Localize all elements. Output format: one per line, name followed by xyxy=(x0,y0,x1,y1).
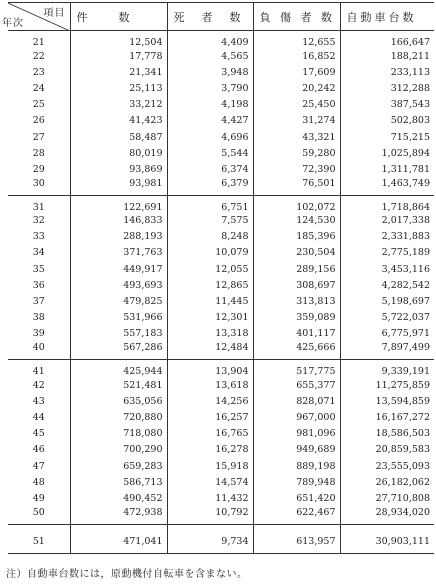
injured-cell: 43,321 xyxy=(253,129,340,145)
table-row xyxy=(8,442,434,458)
cases-cell: 718,080 xyxy=(70,426,167,442)
table-row xyxy=(8,310,434,326)
deaths-cell: 9,734 xyxy=(167,524,253,553)
injured-cell: 517,775 xyxy=(253,360,340,378)
deaths-cell: 13,904 xyxy=(167,360,253,378)
year-cell: 51 xyxy=(8,524,70,553)
vehicles-cell: 23,555,093 xyxy=(340,458,434,474)
table-row xyxy=(8,293,434,309)
year-cell: 49 xyxy=(32,492,45,504)
cases-cell: 471,041 xyxy=(70,524,167,553)
table-row xyxy=(8,229,434,245)
cases-cell: 80,019 xyxy=(70,145,167,161)
cases-cell: 93,981 xyxy=(70,178,167,196)
table-row xyxy=(8,48,434,64)
table-footnote: 注）自動車台数には，原動機付自転車を含まない。 xyxy=(6,569,248,580)
cases-cell: 122,691 xyxy=(70,195,167,213)
table-row xyxy=(8,113,434,129)
table-row xyxy=(8,393,434,409)
table-row xyxy=(8,261,434,277)
deaths-cell: 13,318 xyxy=(167,326,253,342)
deaths-cell: 6,374 xyxy=(167,161,253,177)
table-row xyxy=(8,129,434,145)
table-row xyxy=(8,326,434,342)
year-cell: 45 xyxy=(32,428,45,440)
deaths-cell: 12,865 xyxy=(167,277,253,293)
vehicles-cell: 28,934,020 xyxy=(340,507,434,525)
cases-cell: 449,917 xyxy=(70,261,167,277)
vehicles-cell: 16,167,272 xyxy=(340,409,434,425)
cases-cell: 12,504 xyxy=(70,31,167,49)
cases-cell: 472,938 xyxy=(70,507,167,525)
vehicles-cell: 387,543 xyxy=(340,97,434,113)
deaths-cell: 6,379 xyxy=(167,178,253,196)
year-cell: 30 xyxy=(32,177,45,189)
year-cell: 35 xyxy=(32,263,45,275)
table-row xyxy=(8,277,434,293)
injured-cell: 981,096 xyxy=(253,426,340,442)
injured-cell: 230,504 xyxy=(253,245,340,261)
corner-year-label: 年次 xyxy=(2,18,24,29)
cases-cell: 425,944 xyxy=(70,360,167,378)
vehicles-cell: 11,275,859 xyxy=(340,377,434,393)
deaths-cell: 4,696 xyxy=(167,129,253,145)
vehicles-cell: 312,288 xyxy=(340,80,434,96)
deaths-cell: 14,574 xyxy=(167,474,253,490)
year-cell: 37 xyxy=(32,296,45,308)
deaths-cell: 4,565 xyxy=(167,48,253,64)
cases-cell: 700,290 xyxy=(70,442,167,458)
cases-cell: 33,212 xyxy=(70,97,167,113)
deaths-cell: 16,278 xyxy=(167,442,253,458)
table-body xyxy=(8,31,434,554)
year-cell: 23 xyxy=(32,66,45,78)
injured-cell: 359,089 xyxy=(253,310,340,326)
year-cell: 50 xyxy=(32,506,45,518)
deaths-cell: 4,427 xyxy=(167,113,253,129)
cases-cell: 41,423 xyxy=(70,113,167,129)
injured-cell: 967,000 xyxy=(253,409,340,425)
injured-cell: 655,377 xyxy=(253,377,340,393)
deaths-cell: 7,575 xyxy=(167,213,253,229)
table-row xyxy=(8,458,434,474)
cases-cell: 93,869 xyxy=(70,161,167,177)
year-cell: 33 xyxy=(32,231,45,243)
injured-cell: 889,198 xyxy=(253,458,340,474)
cases-cell: 371,763 xyxy=(70,245,167,261)
deaths-cell: 8,248 xyxy=(167,229,253,245)
table-row xyxy=(8,360,434,378)
injured-cell: 72,390 xyxy=(253,161,340,177)
cases-cell: 21,341 xyxy=(70,64,167,80)
cases-cell: 586,713 xyxy=(70,474,167,490)
injured-cell: 425,666 xyxy=(253,342,340,360)
year-cell: 28 xyxy=(32,147,45,159)
cases-cell: 493,693 xyxy=(70,277,167,293)
year-cell: 27 xyxy=(32,131,45,143)
year-cell: 40 xyxy=(32,342,45,353)
traffic-accident-table xyxy=(2,2,434,554)
year-cell: 44 xyxy=(32,411,45,423)
deaths-cell: 14,256 xyxy=(167,393,253,409)
vehicles-cell: 715,215 xyxy=(340,129,434,145)
table-row xyxy=(8,64,434,80)
vehicles-cell: 1,311,781 xyxy=(340,161,434,177)
injured-cell: 31,274 xyxy=(253,113,340,129)
deaths-cell: 13,618 xyxy=(167,377,253,393)
column-header-deaths: 死 者 数 xyxy=(167,3,253,31)
vehicles-cell: 26,182,062 xyxy=(340,474,434,490)
injured-cell: 59,280 xyxy=(253,145,340,161)
deaths-cell: 11,432 xyxy=(167,490,253,506)
injured-cell: 289,156 xyxy=(253,261,340,277)
deaths-cell: 3,948 xyxy=(167,64,253,80)
table-row xyxy=(8,245,434,261)
year-cell: 46 xyxy=(32,444,45,456)
year-cell: 26 xyxy=(32,115,45,127)
injured-cell: 613,957 xyxy=(253,524,340,553)
deaths-cell: 16,765 xyxy=(167,426,253,442)
vehicles-cell: 1,463,749 xyxy=(340,178,434,196)
injured-cell: 16,852 xyxy=(253,48,340,64)
vehicles-cell: 30,903,111 xyxy=(340,524,434,553)
vehicles-cell: 7,897,499 xyxy=(340,342,434,360)
vehicles-cell: 166,647 xyxy=(340,31,434,49)
header-row xyxy=(8,3,434,31)
table-row xyxy=(8,97,434,113)
deaths-cell: 10,792 xyxy=(167,507,253,525)
table-row xyxy=(8,145,434,161)
injured-cell: 17,609 xyxy=(253,64,340,80)
vehicles-cell: 2,331,883 xyxy=(340,229,434,245)
vehicles-cell: 502,803 xyxy=(340,113,434,129)
cases-cell: 58,487 xyxy=(70,129,167,145)
vehicles-cell: 27,710,808 xyxy=(340,490,434,506)
table-row xyxy=(8,31,434,49)
column-header-injured: 負 傷 者 数 xyxy=(253,3,340,31)
year-cell: 41 xyxy=(8,360,70,378)
table-row xyxy=(8,507,434,525)
vehicles-cell: 2,775,189 xyxy=(340,245,434,261)
deaths-cell: 4,409 xyxy=(167,31,253,49)
deaths-cell: 12,301 xyxy=(167,310,253,326)
table-row xyxy=(8,426,434,442)
table-row xyxy=(8,342,434,360)
deaths-cell: 15,918 xyxy=(167,458,253,474)
injured-cell: 651,420 xyxy=(253,490,340,506)
injured-cell: 313,813 xyxy=(253,293,340,309)
year-cell: 36 xyxy=(32,279,45,291)
year-cell: 25 xyxy=(32,99,45,111)
injured-cell: 185,396 xyxy=(253,229,340,245)
year-cell: 22 xyxy=(32,50,45,62)
table-row xyxy=(8,178,434,196)
injured-cell: 76,501 xyxy=(253,178,340,196)
vehicles-cell: 1,718,864 xyxy=(340,195,434,213)
table-row xyxy=(8,213,434,229)
deaths-cell: 11,445 xyxy=(167,293,253,309)
table-row xyxy=(8,474,434,490)
injured-cell: 622,467 xyxy=(253,507,340,525)
year-cell: 48 xyxy=(32,476,45,488)
injured-cell: 828,071 xyxy=(253,393,340,409)
table-row xyxy=(8,409,434,425)
injured-cell: 308,697 xyxy=(253,277,340,293)
vehicles-cell: 13,594,859 xyxy=(340,393,434,409)
cases-cell: 531,966 xyxy=(70,310,167,326)
table-row xyxy=(8,490,434,506)
vehicles-cell: 233,113 xyxy=(340,64,434,80)
cases-cell: 635,056 xyxy=(70,393,167,409)
cases-cell: 146,833 xyxy=(70,213,167,229)
table-row xyxy=(8,524,434,553)
table-row xyxy=(8,80,434,96)
column-header-cases: 件 数 xyxy=(70,3,167,31)
vehicles-cell: 4,282,542 xyxy=(340,277,434,293)
cases-cell: 25,113 xyxy=(70,80,167,96)
table-row xyxy=(8,377,434,393)
vehicles-cell: 6,775,971 xyxy=(340,326,434,342)
vehicles-cell: 5,198,697 xyxy=(340,293,434,309)
vehicles-cell: 2,017,338 xyxy=(340,213,434,229)
cases-cell: 490,452 xyxy=(70,490,167,506)
injured-cell: 124,530 xyxy=(253,213,340,229)
deaths-cell: 12,055 xyxy=(167,261,253,277)
table-row xyxy=(8,195,434,213)
injured-cell: 789,948 xyxy=(253,474,340,490)
injured-cell: 102,072 xyxy=(253,195,340,213)
table-row xyxy=(8,161,434,177)
injured-cell: 401,117 xyxy=(253,326,340,342)
deaths-cell: 10,079 xyxy=(167,245,253,261)
year-cell: 47 xyxy=(32,460,45,472)
cases-cell: 288,193 xyxy=(70,229,167,245)
vehicles-cell: 188,211 xyxy=(340,48,434,64)
year-cell: 31 xyxy=(8,195,70,213)
vehicles-cell: 5,722,037 xyxy=(340,310,434,326)
cases-cell: 567,286 xyxy=(70,342,167,360)
injured-cell: 20,242 xyxy=(253,80,340,96)
injured-cell: 949,689 xyxy=(253,442,340,458)
vehicles-cell: 3,453,116 xyxy=(340,261,434,277)
vehicles-cell: 20,859,583 xyxy=(340,442,434,458)
cases-cell: 659,283 xyxy=(70,458,167,474)
corner-header-cell xyxy=(2,3,70,31)
year-cell: 39 xyxy=(32,328,45,340)
injured-cell: 25,450 xyxy=(253,97,340,113)
year-cell: 43 xyxy=(32,395,45,407)
deaths-cell: 16,257 xyxy=(167,409,253,425)
injured-cell: 12,655 xyxy=(253,31,340,49)
deaths-cell: 4,198 xyxy=(167,97,253,113)
vehicles-cell: 1,025,894 xyxy=(340,145,434,161)
year-cell: 29 xyxy=(32,163,45,175)
vehicles-cell: 9,339,191 xyxy=(340,360,434,378)
cases-cell: 479,825 xyxy=(70,293,167,309)
year-cell: 21 xyxy=(32,37,45,48)
column-header-vehicles: 自動車台数 xyxy=(340,3,434,31)
year-cell: 38 xyxy=(32,312,45,324)
deaths-cell: 12,484 xyxy=(167,342,253,360)
deaths-cell: 6,751 xyxy=(167,195,253,213)
cases-cell: 720,880 xyxy=(70,409,167,425)
cases-cell: 557,183 xyxy=(70,326,167,342)
year-cell: 24 xyxy=(32,82,45,94)
year-cell: 32 xyxy=(32,215,45,227)
deaths-cell: 5,544 xyxy=(167,145,253,161)
year-cell: 42 xyxy=(32,379,45,391)
corner-item-label: 項目 xyxy=(43,8,66,19)
deaths-cell: 3,790 xyxy=(167,80,253,96)
year-cell: 34 xyxy=(32,247,45,259)
cases-cell: 17,778 xyxy=(70,48,167,64)
vehicles-cell: 18,586,503 xyxy=(340,426,434,442)
cases-cell: 521,481 xyxy=(70,377,167,393)
